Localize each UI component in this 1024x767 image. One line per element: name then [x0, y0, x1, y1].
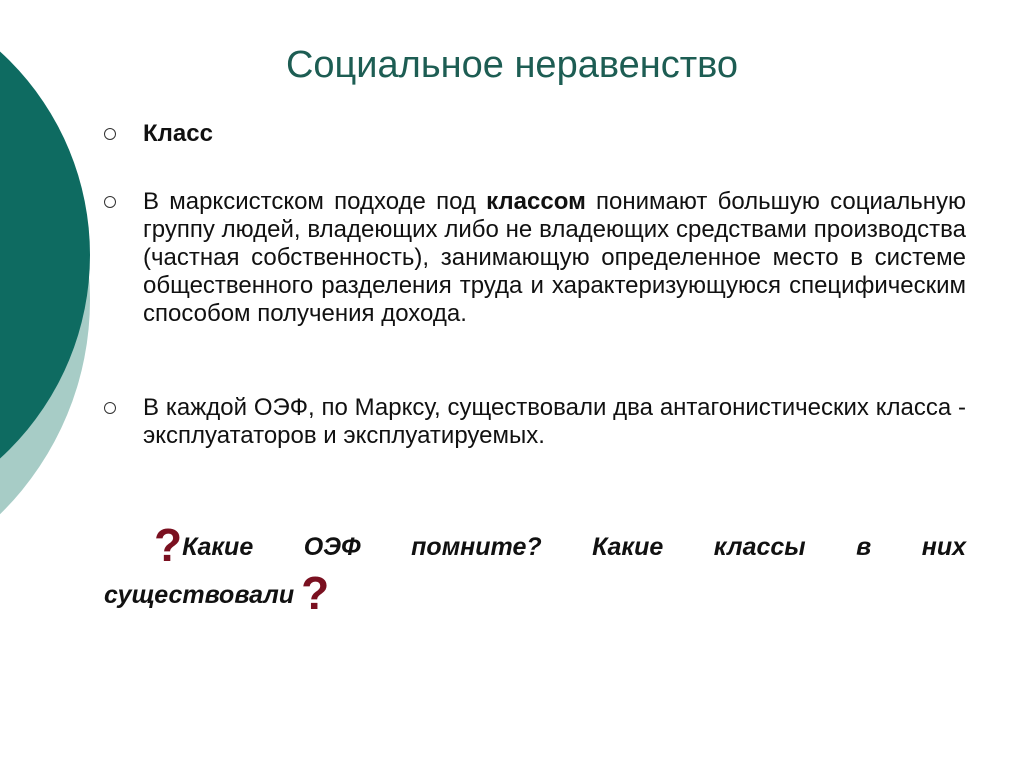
circle-bullet-icon	[104, 128, 116, 140]
text-before: В марксистском подходе под	[143, 188, 487, 215]
text-after: понимают большую социальную группу людей, владеющих либо не владеющих средствами производства (частная собственность), занимающую определенное место в системе общественного разделения труда и характеризующуюся специфическим способом получения дохода.	[143, 188, 966, 327]
question-mark-end: ?	[301, 567, 330, 619]
bullet-text: Класс	[143, 120, 213, 147]
bullet-text	[143, 188, 966, 328]
slide-title: Социальное неравенство	[285, 44, 739, 86]
bold-term: классом	[486, 188, 586, 215]
question-mark-start: ?	[154, 519, 183, 571]
circle-bullet-icon	[104, 196, 116, 208]
question-line	[104, 519, 966, 619]
circle-bullet-icon	[104, 402, 116, 414]
question-text-2: существовали	[104, 581, 295, 609]
bullet-text: В каждой ОЭФ, по Марксу, существовали два антагонистических класса - эксплуататоров и эксплуатируемых.	[143, 394, 966, 449]
question-text-1: Какие ОЭФ помните? Какие классы в них	[182, 533, 966, 561]
question-line-1	[104, 519, 966, 571]
